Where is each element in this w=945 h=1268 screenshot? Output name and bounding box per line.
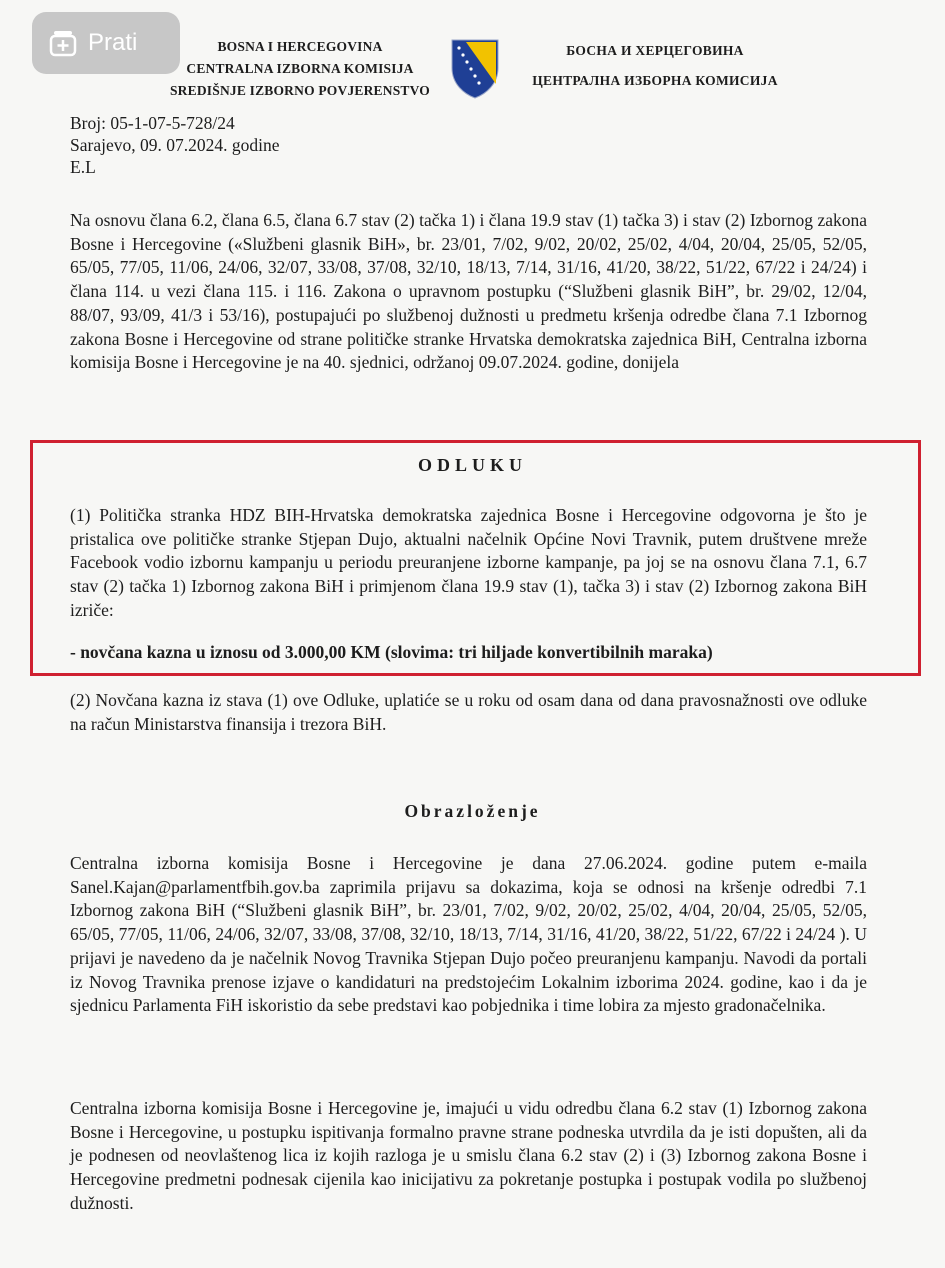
- header-cyrillic-line-2: ЦЕНТРАЛНА ИЗБОРНА КОМИСИЈА: [532, 73, 778, 88]
- decision-fine: - novčana kazna u iznosu od 3.000,00 KM (slovima: tri hiljade konvertibilnih maraka): [70, 642, 713, 662]
- reasoning-paragraph-2: Centralna izborna komisija Bosne i Hercegovine je, imajući u vidu odredbu člana 6.2 stav (1) Izbornog zakona Bosne i Hercegovine, u postupku ispitivanja formalno pravne strane podneska utvrdila da je isti dopušten, ali da je podnesen od neovlaštenog lica iz kojih razloga je u smislu člana 6.2 stav (2) i (3) Izbornog zakona Bosne i Hercegovine predmetni podnesak cijenila kao inicijativu za pokretanje postupka i postupak vodila po službenoj dužnosti.: [70, 1098, 867, 1213]
- intro-paragraph: Na osnovu člana 6.2, člana 6.5, člana 6.7 stav (2) tačka 1) i člana 19.9 stav (1) tačka 3) i stav (2) Izbornog zakona Bosne i Hercegovine («Službeni glasnik BiH», br. 23/01, 7/02, 9/02, 20/02, 25/02, 4/04, 20/04, 25/05, 52/05, 65/05, 77/05, 11/06, 24/06, 32/07, 33/08, 37/08, 32/10, 18/13, 7/14, 31/16, 41/20, 38/22, 51/22, 67/22 i 24/24) i člana 114. u vezi člana 115. i 116. Zakona o upravnom postupku (“Službeni glasnik BiH”, br. 29/02, 12/04, 88/07, 93/09, 41/3 i 53/16), postupajući po službenoj dužnosti u predmetu kršenja odredbe člana 7.1 Izbornog zakona Bosne i Hercegovine od strane političke stranke Hrvatska demokratska zajednica BiH, Centralna izborna komisija Bosne i Hercegovine je na 40. sjednici, održanoj 09.07.2024. godine, donijela: [70, 210, 867, 373]
- header-latin-line-2: CENTRALNA IZBORNA KOMISIJA: [186, 61, 414, 76]
- header-latin-line-3: SREDIŠNJE IZBORNO POVJERENSTVO: [169, 83, 431, 98]
- decision-item-2: (2) Novčana kazna iz stava (1) ove Odluke, uplatiće se u roku od osam dana od dana pravosnažnosti ove odluke na račun Ministarstva finansija i trezora BiH.: [70, 690, 867, 734]
- header-cyrillic-line-1: БОСНА И ХЕРЦЕГОВИНА: [566, 43, 744, 58]
- reasoning-paragraph-1: Centralna izborna komisija Bosne i Hercegovine je dana 27.06.2024. godine putem e-maila Sanel.Kajan@parlamentfbih.gov.ba zaprimila prijavu sa dokazima, koja se odnosi na kršenje odredbi 7.1 Izbornog zakona BiH (“Službeni glasnik BiH”, br. 23/01, 7/02, 9/02, 20/02, 25/02, 4/04, 20/04, 25/05, 52/05, 65/05, 77/05, 11/06, 24/06, 32/07, 33/08, 37/08, 32/10, 18/13, 7/14, 31/16, 41/20, 38/22, 51/22, 67/22 i 24/24 ). U prijavi je navedeno da je načelnik Novog Travnika Stjepan Dujo počeo preuranjenu kampanju. Navodi da portali iz Novog Travnika prenose izjave o kandidaturi na predstojećim Lokalnim izborima 2024. godine, kao i da je sjednicu Parlamenta FiH iskoristio da sebe predstavi kao pobjednika i time lobira za mjesto gradonačelnika.: [70, 853, 867, 1016]
- decision-title: ODLUKU: [417, 455, 527, 475]
- decision-item-1: (1) Politička stranka HDZ BIH-Hrvatska demokratska zajednica Bosne i Hercegovine odgovorna je što je pristalica ove političke stranke Stjepan Dujo, aktualni načelnik Općine Novi Travnik, putem društvene mreže Facebook vodio izbornu kampanju u periodu preuranjene izborne kampanje, pa joj se na osnovu člana 7.1, 6.7 stav (2) tačka 1) Izbornog zakona BiH i primjenom člana 19.9 stav (1), tačka 3) i stav (2) Izbornog zakona BiH izriče:: [70, 505, 867, 620]
- document-initials: E.L: [70, 157, 96, 177]
- follow-label: Prati: [88, 29, 138, 56]
- document-place-date: Sarajevo, 09. 07.2024. godine: [70, 135, 280, 155]
- bih-coat-of-arms-icon: [448, 38, 502, 100]
- reasoning-title: Obrazloženje: [404, 801, 541, 821]
- document-number: Broj: 05-1-07-5-728/24: [70, 113, 235, 133]
- header-latin: [150, 36, 450, 102]
- add-follow-icon: [48, 28, 78, 58]
- header-latin-line-1: BOSNA I HERCEGOVINA: [217, 39, 383, 54]
- header-cyrillic: [505, 36, 805, 96]
- follow-button[interactable]: [32, 12, 180, 74]
- document-meta: [70, 112, 279, 178]
